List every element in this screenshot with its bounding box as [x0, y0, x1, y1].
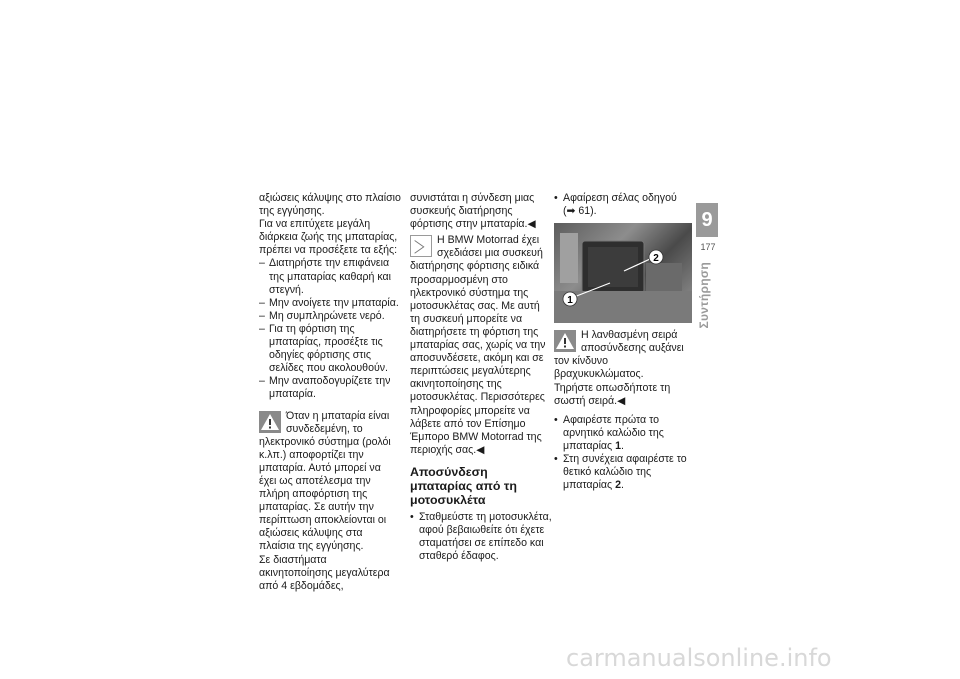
column-2: [410, 192, 552, 563]
column-3: • Αφαίρεση σέλας οδηγού (➡ 61). 1 2 Η λανθασμένη σειρά αποσύνδεσης αυξάνει τον κίνδυνο βραχυκυκλώματος. Τηρήστε οπωσδήποτε τη σωστή σειρά.◀ • Αφαιρέστε πρώτα το αρνητικό καλώδιο της μπαταρίας 1. • Στη συνέχεια αφαιρέστε το θετικό καλώδιο της μπαταρίας 2.: [554, 192, 692, 492]
list-item: • Αφαίρεση σέλας οδηγού (➡ 61).: [554, 192, 677, 218]
battery-illustration: [554, 223, 692, 323]
page-number: 177: [700, 242, 716, 252]
list-item: – Μην αναποδογυρίζετε την μπαταρία.: [259, 375, 391, 401]
callout-2: 2: [653, 253, 659, 265]
list-item: – Μη συμπληρώνετε νερό.: [259, 309, 385, 322]
intro-text: αξιώσεις κάλυψης στο πλαίσιο της εγγύησης.: [259, 192, 401, 218]
list-item: • Σταθμεύστε τη μοτοσυκλέτα, αφού βεβαιωθείτε ότι έχετε σταματήσει σε επίπεδο και σταθερό έδαφος.: [410, 510, 552, 563]
list-item: – Για τη φόρτιση της μπαταρίας, προσέξτε τις οδηγίες φόρτισης στις σελίδες που ακολουθούν.: [259, 322, 388, 375]
watermark: carmanualsonline.info: [566, 644, 832, 672]
list-item: • Στη συνέχεια αφαιρέστε το θετικό καλώδιο της μπαταρίας 2.: [554, 453, 687, 492]
warning-text: Η λανθασμένη σειρά αποσύνδεσης αυξάνει τον κίνδυνο βραχυκυκλώματος.: [554, 329, 684, 381]
column-1: [259, 192, 401, 593]
charger-recommend: συνιστάται η σύνδεση μιας συσκευής διατήρησης φόρτισης στην μπαταρία.◀: [410, 192, 536, 231]
warning-note: [259, 410, 401, 554]
info-text: Η BMW Motorrad έχει σχεδιάσει μια συσκευή διατήρησης φόρτισης ειδικά προσαρμοσμένη στο ηλεκτρονικό σύστημα της μοτοσυκλέτας σας. Με αυτή τη συσκευή μπορείτε να διατηρήσετε τη φόρτιση της μπαταρίας σας, χωρίς να την αποσυνδέσετε, ακόμη και σε περιπτώσεις μεγαλύτερης ακινητοποίησης της μοτοσυκλέτας. Περισσότερες πληροφορίες μπορείτε να λάβετε από τον Επίσημο Έμπορο BMW Motorrad της περιοχής σας.: [410, 234, 546, 456]
list-item: – Διατηρήστε την επιφάνεια της μπαταρίας καθαρή και στεγνή.: [259, 257, 392, 296]
chapter-tab: 9: [696, 203, 718, 237]
battery-photo: [554, 223, 692, 323]
list-item: – Μην ανοίγετε την μπαταρία.: [259, 296, 399, 309]
warning-text-2: Τηρήστε οπωσδήποτε τη σωστή σειρά.: [554, 381, 671, 407]
warning-triangle-icon: [554, 330, 576, 352]
warning-text: Όταν η μπαταρία είναι συνδεδεμένη, το ηλεκτρονικό σύστημα (ρολόι κ.λπ.) αποφορτίζει την μπαταρία. Αυτό μπορεί να έχει ως αποτέλεσμα την πλήρη αποφόρτιση της μπαταρίας. Σε αυτήν την περίπτωση αποκλείονται οι αξιώσεις κάλυψης στα πλαίσια της εγγύησης.: [259, 409, 391, 553]
care-intro: Για να επιτύχετε μεγάλη διάρκεια ζωής της μπαταρίας, πρέπει να προσέξετε τα εξής:: [259, 218, 398, 257]
list-item: • Αφαιρέστε πρώτα το αρνητικό καλώδιο της μπαταρίας 1.: [554, 413, 664, 452]
chapter-title: Συντήρηση: [697, 262, 711, 329]
info-note: Η BMW Motorrad έχει σχεδιάσει μια συσκευή διατήρησης φόρτισης ειδικά προσαρμοσμένη στο ηλεκτρονικό σύστημα της μοτοσυκλέτας σας. Με αυτή τη συσκευή μπορείτε να διατηρήσετε τη φόρτιση της μπαταρίας σας, χωρίς να την αποσυνδέσετε, ακόμη και σε περιπτώσεις μεγαλύτερης ακινητοποίησης της μοτοσυκλέτας. Περισσότερες πληροφορίες μπορείτε να λάβετε από τον Επίσημο Έμπορο BMW Motorrad της περιοχής σας.◀: [410, 234, 546, 456]
storage-text: Σε διαστήματα ακινητοποίησης μεγαλύτερα από 4 εβδομάδες,: [259, 553, 390, 592]
info-pictogram-icon: [410, 235, 432, 257]
page-reference: (➡ 61).: [563, 205, 597, 218]
warning-triangle-icon: [259, 411, 281, 433]
section-heading: Αποσύνδεση μπαταρίας από τη μοτοσυκλέτα: [410, 464, 517, 507]
callout-1: 1: [567, 295, 573, 307]
warning-note: [554, 329, 692, 381]
